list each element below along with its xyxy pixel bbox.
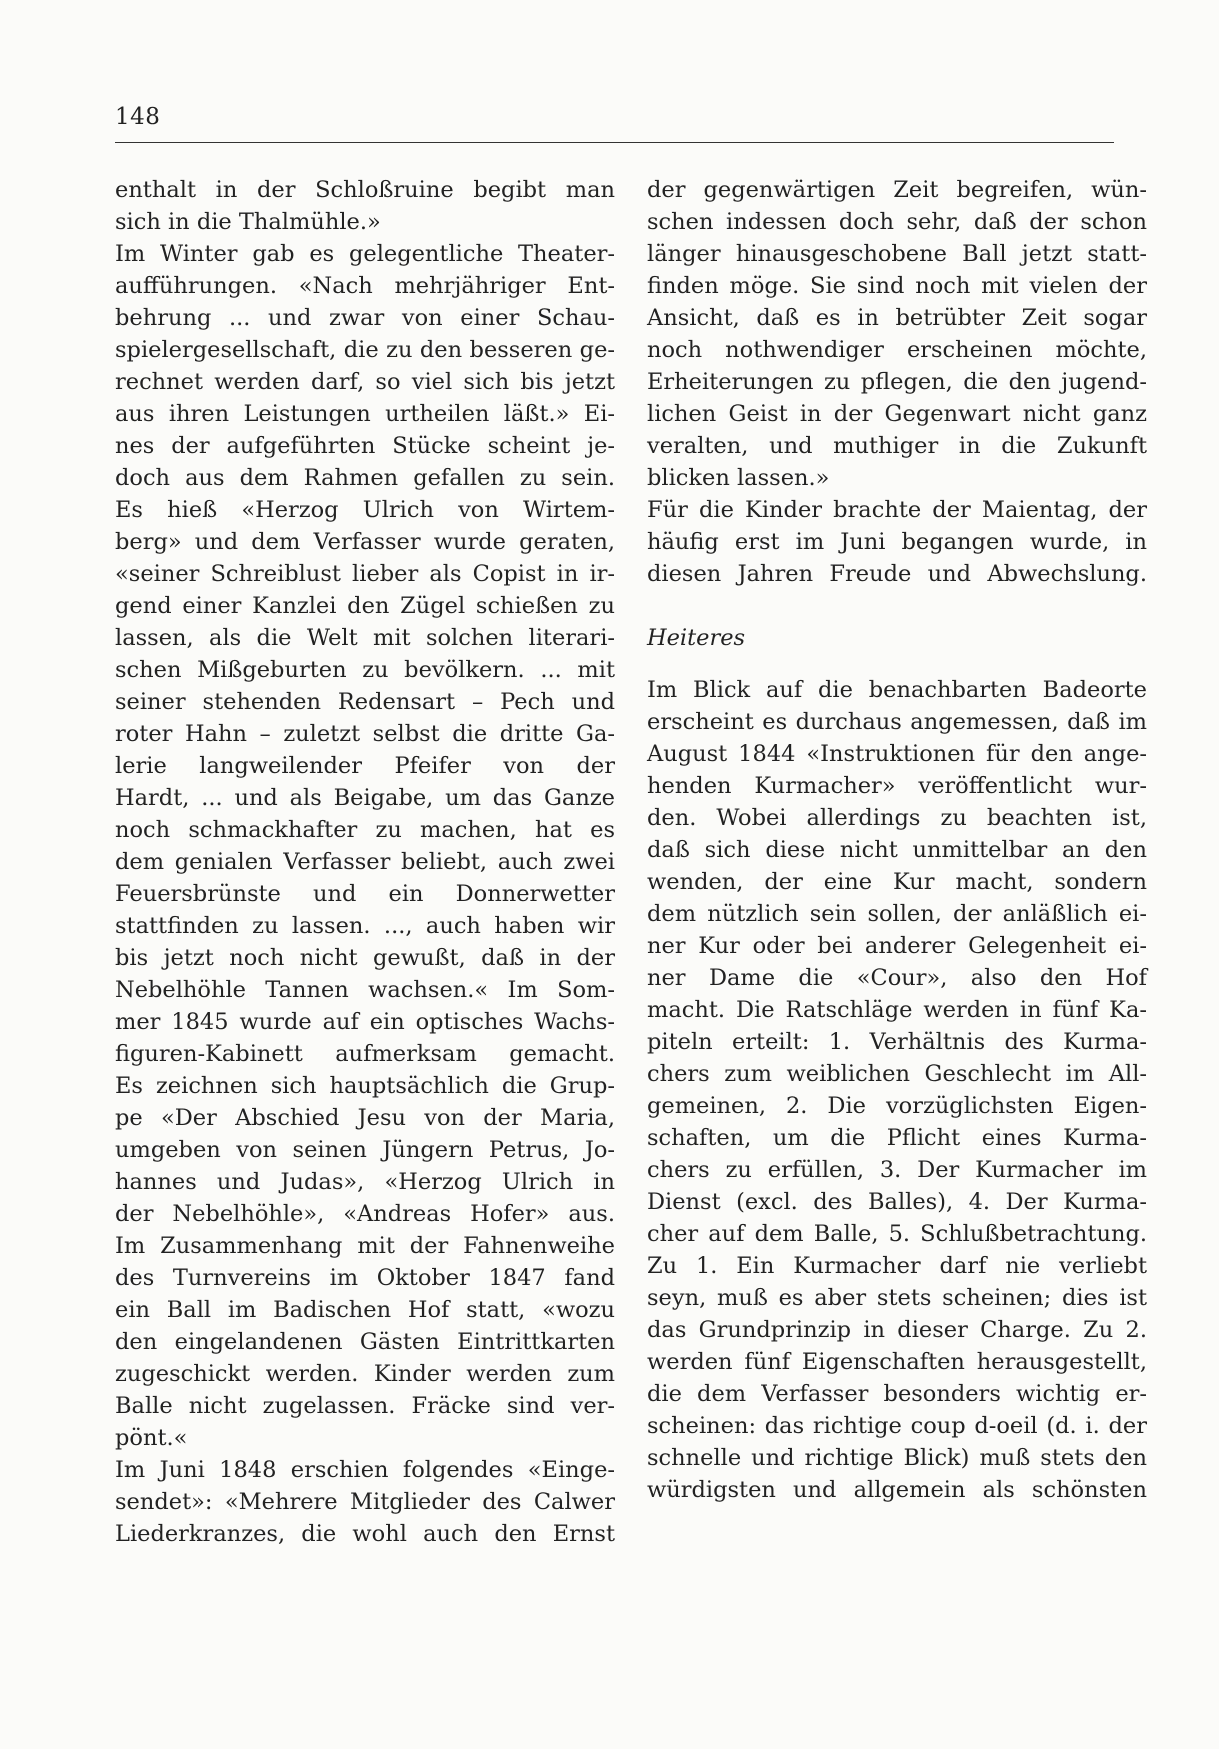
text-line: noch schmackhafter zu machen, hat es: [115, 817, 615, 843]
text-line: lassen, als die Welt mit solchen literari-: [115, 625, 615, 651]
text-line: roter Hahn – zuletzt selbst die dritte Ga-: [115, 721, 615, 747]
text-line: August 1844 «Instruktionen für den ange-: [647, 741, 1147, 767]
text-line: pönt.«: [115, 1425, 188, 1451]
text-line: Es zeichnen sich hauptsächlich die Grup-: [115, 1073, 615, 1099]
text-line: dem nützlich sein sollen, der anläßlich ei-: [647, 901, 1147, 927]
text-line: chers zu erfüllen, 3. Der Kurmacher im: [647, 1157, 1147, 1183]
text-line: cher auf dem Balle, 5. Schlußbetrachtung.: [647, 1221, 1147, 1247]
text-line: länger hinausgeschobene Ball jetzt statt-: [647, 241, 1147, 267]
text-line: Im Winter gab es gelegentliche Theater-: [115, 241, 615, 267]
text-line: ein Ball im Badischen Hof statt, «wozu: [115, 1297, 615, 1323]
right-column: [647, 174, 1147, 1506]
text-line: Hardt, ... und als Beigabe, um das Ganze: [115, 785, 615, 811]
text-line: bis jetzt noch nicht gewußt, daß in der: [115, 945, 615, 971]
text-line: Für die Kinder brachte der Maientag, der: [647, 497, 1147, 523]
text-line: gemeinen, 2. Die vorzüglichsten Eigen-: [647, 1093, 1147, 1119]
left-column: [115, 174, 615, 1550]
text-line: stattfinden zu lassen. ..., auch haben wir: [115, 913, 615, 939]
text-line: pe «Der Abschied Jesu von der Maria,: [115, 1105, 615, 1131]
text-line: piteln erteilt: 1. Verhältnis des Kurma-: [647, 1029, 1147, 1055]
text-line: sendet»: «Mehrere Mitglieder des Calwer: [115, 1489, 615, 1515]
text-line: würdigsten und allgemein als schönsten: [647, 1477, 1147, 1503]
right-column-top-text: [647, 174, 1147, 590]
text-line: Feuersbrünste und ein Donnerwetter: [115, 881, 615, 907]
text-line: chers zum weiblichen Geschlecht im All-: [647, 1061, 1147, 1087]
text-line: noch nothwendiger erscheinen möchte,: [647, 337, 1147, 363]
text-line: seiner stehenden Redensart – Pech und: [115, 689, 615, 715]
text-line: werden fünf Eigenschaften herausgestellt,: [647, 1349, 1147, 1375]
text-line: Ansicht, daß es in betrübter Zeit sogar: [647, 305, 1147, 331]
text-line: veralten, und muthiger in die Zukunft: [647, 433, 1147, 459]
text-line: ner Kur oder bei anderer Gelegenheit ei-: [647, 933, 1147, 959]
text-line: henden Kurmacher» veröffentlicht wur-: [647, 773, 1147, 799]
text-line: erscheint es durchaus angemessen, daß im: [647, 709, 1147, 735]
text-line: die dem Verfasser besonders wichtig er-: [647, 1381, 1147, 1407]
text-line: gend einer Kanzlei den Zügel schießen zu: [115, 593, 615, 619]
text-line: schnelle und richtige Blick) muß stets den: [647, 1445, 1147, 1471]
text-line: spielergesellschaft, die zu den besseren ge-: [115, 337, 615, 363]
text-line: hannes und Judas», «Herzog Ulrich in: [115, 1169, 615, 1195]
text-line: der gegenwärtigen Zeit begreifen, wün-: [647, 177, 1147, 203]
text-line: mer 1845 wurde auf ein optisches Wachs-: [115, 1009, 615, 1035]
text-line: blicken lassen.»: [647, 465, 830, 491]
text-line: Dienst (excl. des Balles), 4. Der Kurma-: [647, 1189, 1147, 1215]
text-line: Im Blick auf die benachbarten Badeorte: [647, 677, 1147, 703]
text-line: lichen Geist in der Gegenwart nicht ganz: [647, 401, 1147, 427]
text-line: doch aus dem Rahmen gefallen zu sein.: [115, 465, 615, 491]
text-line: seyn, muß es aber stets scheinen; dies ist: [647, 1285, 1147, 1311]
text-line: aufführungen. «Nach mehrjähriger Ent-: [115, 273, 615, 299]
text-line: schaften, um die Pflicht eines Kurma-: [647, 1125, 1147, 1151]
text-line: figuren-Kabinett aufmerksam gemacht.: [115, 1041, 615, 1067]
text-line: den eingelandenen Gästen Eintrittkarten: [115, 1329, 615, 1355]
text-line: finden möge. Sie sind noch mit vielen der: [647, 273, 1147, 299]
text-line: Im Zusammenhang mit der Fahnenweihe: [115, 1233, 615, 1259]
text-line: behrung ... und zwar von einer Schau-: [115, 305, 615, 331]
text-line: diesen Jahren Freude und Abwechslung.: [647, 561, 1147, 587]
text-line: berg» und dem Verfasser wurde geraten,: [115, 529, 615, 555]
text-line: Erheiterungen zu pflegen, die den jugend-: [647, 369, 1147, 395]
text-line: umgeben von seinen Jüngern Petrus, Jo-: [115, 1137, 615, 1163]
text-line: Im Juni 1848 erschien folgendes «Einge-: [115, 1457, 615, 1483]
text-line: Balle nicht zugelassen. Fräcke sind ver-: [115, 1393, 615, 1419]
text-line: schen Mißgeburten zu bevölkern. ... mit: [115, 657, 615, 683]
text-line: Es hieß «Herzog Ulrich von Wirtem-: [115, 497, 615, 523]
text-line: das Grundprinzip in dieser Charge. Zu 2.: [647, 1317, 1147, 1343]
text-line: des Turnvereins im Oktober 1847 fand: [115, 1265, 615, 1291]
text-line: wenden, der eine Kur macht, sondern: [647, 869, 1147, 895]
text-line: Liederkranzes, die wohl auch den Ernst: [115, 1521, 615, 1547]
text-line: daß sich diese nicht unmittelbar an den: [647, 837, 1147, 863]
right-column-bottom-text: [647, 674, 1147, 1506]
text-line: sich in die Thalmühle.»: [115, 209, 381, 235]
text-line: «seiner Schreiblust lieber als Copist in ir-: [115, 561, 615, 587]
text-line: aus ihren Leistungen urtheilen läßt.» Ei-: [115, 401, 615, 427]
text-line: dem genialen Verfasser beliebt, auch zwei: [115, 849, 615, 875]
text-line: zugeschickt werden. Kinder werden zum: [115, 1361, 615, 1387]
text-line: häufig erst im Juni begangen wurde, in: [647, 529, 1147, 555]
text-line: der Nebelhöhle», «Andreas Hofer» aus.: [115, 1201, 615, 1227]
text-line: den. Wobei allerdings zu beachten ist,: [647, 805, 1147, 831]
text-line: rechnet werden darf, so viel sich bis jetzt: [115, 369, 615, 395]
text-line: schen indessen doch sehr, daß der schon: [647, 209, 1147, 235]
text-line: nes der aufgeführten Stücke scheint je-: [115, 433, 615, 459]
text-line: ner Dame die «Cour», also den Hof: [647, 965, 1147, 991]
text-line: lerie langweilender Pfeifer von der: [115, 753, 615, 779]
header-rule: [115, 142, 1114, 143]
text-line: macht. Die Ratschläge werden in fünf Ka-: [647, 997, 1147, 1023]
text-line: Nebelhöhle Tannen wachsen.« Im Som-: [115, 977, 615, 1003]
page-number: 148: [115, 104, 161, 130]
text-line: enthalt in der Schloßruine begibt man: [115, 177, 615, 203]
section-heading: Heiteres: [647, 625, 746, 651]
text-line: scheinen: das richtige coup d-oeil (d. i. der: [647, 1413, 1147, 1439]
text-line: Zu 1. Ein Kurmacher darf nie verliebt: [647, 1253, 1147, 1279]
